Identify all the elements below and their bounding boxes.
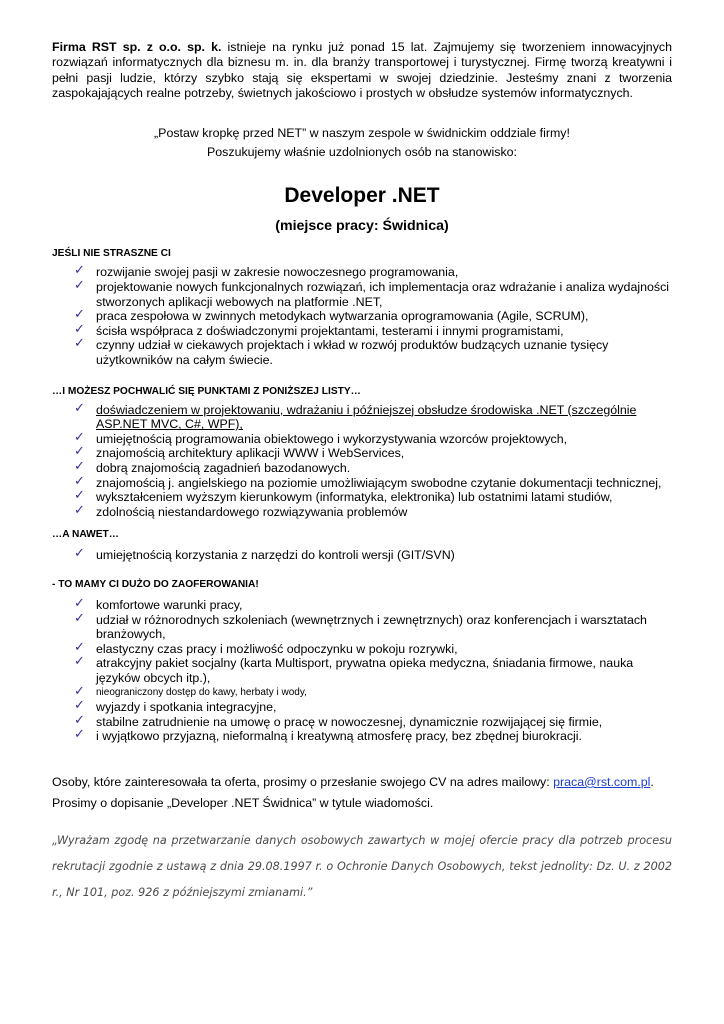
list-item: ✓ umiejętnością programowania obiektowego i wykorzystywania wzorców projektowych, — [74, 429, 568, 446]
section-list-bonus — [52, 548, 672, 563]
list-item: ✓ doświadczeniem w projektowaniu, wdrażaniu i późniejszej obsłudze środowiska .NET (szczególnie ASP.NET MVC, C#, WPF), — [74, 400, 637, 432]
check-icon: ✓ — [74, 444, 85, 460]
list-item: ✓ i wyjątkowo przyjazną, nieformalną i kreatywną atmosferę pracy, bez zbędnej biurokracji. — [74, 727, 582, 744]
seeking-text: Poszukujemy właśnie uzdolnionych osób na stanowisko: — [207, 145, 517, 160]
intro-text: istnieje na rynku już ponad 15 lat. Zajmujemy się tworzeniem innowacyjnych rozwiązań informatycznych dla biznesu m. in. dla branży transportowej i turystycznej. Firmę tworzą kreatywni i pełni pasji ludzie, którzy szybko stają się ekspertami w swojej dziedzinie. Jesteśmy znani z tworzenia zaspokajających realne potrzeby, świetnych jakościowo i prostych w obsłudze systemów informatycznych. — [52, 40, 672, 101]
list-item: ✓ praca zespołowa w zwinnych metodykach wytwarzania oprogramowania (Agile, SCRUM), — [74, 307, 589, 324]
list-item: ✓ nieograniczony dostęp do kawy, herbaty i wody, — [74, 683, 307, 699]
list-item: ✓ umiejętnością korzystania z narzędzi do kontroli wersji (GIT/SVN) — [74, 546, 455, 563]
check-icon: ✓ — [74, 595, 85, 611]
check-icon: ✓ — [74, 429, 85, 445]
check-icon: ✓ — [74, 400, 85, 416]
list-item: ✓ wykształceniem wyższym kierunkowym (informatyka, elektronika) lub ostatnimi latami studiów, — [74, 488, 613, 505]
list-item: ✓ stabilne zatrudnienie na umowę o pracę w nowoczesnej, dynamicznie rozwijającej się firmie, — [74, 712, 603, 729]
check-icon: ✓ — [74, 307, 85, 323]
list-item: ✓ elastyczny czas pracy i możliwość odpoczynku w pokoju rozrywki, — [74, 639, 458, 656]
list-item: ✓ rozwijanie swojej pasji w zakresie nowoczesnego programowania, — [74, 263, 459, 280]
check-icon: ✓ — [74, 502, 85, 518]
job-title: Developer .NET — [284, 184, 440, 208]
check-icon: ✓ — [74, 639, 85, 655]
check-icon: ✓ — [74, 610, 85, 626]
list-item: ✓ projektowanie nowych funkcjonalnych rozwiązań, ich implementacja oraz wdrażanie i analiza wydajności stworzonych aplikacji webowych na platformie .NET, — [74, 278, 670, 309]
check-icon: ✓ — [74, 263, 85, 279]
check-icon: ✓ — [74, 321, 85, 337]
check-icon: ✓ — [74, 727, 85, 743]
section-heading-skills: …I MOŻESZ POCHWALIĆ SIĘ PUNKTAMI Z PONIŻSZEJ LISTY… — [52, 385, 361, 397]
section-heading-bonus: …A NAWET… — [52, 529, 119, 541]
slogan: „Postaw kropkę przed NET” w naszym zespole w świdnickim oddziale firmy! — [154, 125, 570, 140]
check-icon: ✓ — [74, 488, 85, 504]
check-icon: ✓ — [74, 712, 85, 728]
check-icon: ✓ — [74, 683, 85, 699]
intro-paragraph — [52, 40, 672, 102]
list-item: ✓ dobrą znajomością zagadnień bazodanowych. — [74, 458, 351, 475]
check-icon: ✓ — [74, 336, 85, 352]
list-item: ✓ znajomością j. angielskiego na poziomie umożliwiającym swobodne czytanie dokumentacji technicznej, — [74, 473, 662, 490]
section-heading-requirements: JEŚLI NIE STRASZNE CI — [52, 248, 171, 260]
check-icon: ✓ — [74, 698, 85, 714]
list-item: ✓ zdolnością niestandardowego rozwiązywania problemów — [74, 502, 408, 519]
contact-paragraph: Osoby, które zainteresowała ta oferta, prosimy o przesłanie swojego CV na adres mailowy: praca@rst.com.pl. Prosimy o dopisanie „Developer .NET Świdnica” w tytule wiadomości. — [52, 774, 654, 810]
consent-clause: „Wyrażam zgodę na przetwarzanie danych osobowych zawartych w mojej ofercie pracy dla potrzeb procesu rekrutacji zgodnie z ustawą z dnia 29.08.1997 r. o Ochronie Danych Osobowych, tekst jednolity: Dz. U. z 2002 r., Nr 101, poz. 926 z późniejszymi zmianami.” — [52, 833, 672, 899]
email-link[interactable]: praca@rst.com.pl — [553, 774, 651, 789]
section-heading-offer: - TO MAMY CI DUŻO DO ZAOFEROWANIA! — [52, 578, 259, 590]
list-item: ✓ znajomością architektury aplikacji WWW i WebServices, — [74, 444, 405, 461]
list-item: ✓ komfortowe warunki pracy, — [74, 595, 243, 612]
section-list-requirements — [52, 265, 672, 367]
check-icon: ✓ — [74, 546, 85, 562]
list-item: ✓ czynny udział w ciekawych projektach i wkład w rozwój produktów budzących uznanie tysięcy użytkowników na całym świecie. — [74, 336, 609, 367]
list-item: ✓ ścisła współpraca z doświadczonymi projektantami, testerami i innymi programistami, — [74, 321, 564, 338]
check-icon: ✓ — [74, 278, 85, 294]
check-icon: ✓ — [74, 473, 85, 489]
check-icon: ✓ — [74, 458, 85, 474]
check-icon: ✓ — [74, 654, 85, 670]
job-location: (miejsce pracy: Świdnica) — [275, 218, 449, 235]
job-offer-document — [52, 40, 672, 906]
list-item: ✓ wyjazdy i spotkania integracyjne, — [74, 698, 277, 715]
list-item: ✓ atrakcyjny pakiet socjalny (karta Multisport, prywatna opieka medyczna, śniadania firmowe, nauka języków obcych itp.), — [74, 654, 634, 685]
section-list-skills — [52, 400, 672, 520]
contact-subject-note: Prosimy o dopisanie „Developer .NET Świdnica” w tytule wiadomości. — [52, 795, 434, 810]
section-list-offer — [52, 595, 672, 744]
company-name: Firma RST sp. z o.o. sp. k. — [52, 40, 222, 54]
list-item: ✓ udział w różnorodnych szkoleniach (wewnętrznych i zewnętrznych) oraz konferencjach i warsztatach branżowych, — [74, 610, 647, 642]
